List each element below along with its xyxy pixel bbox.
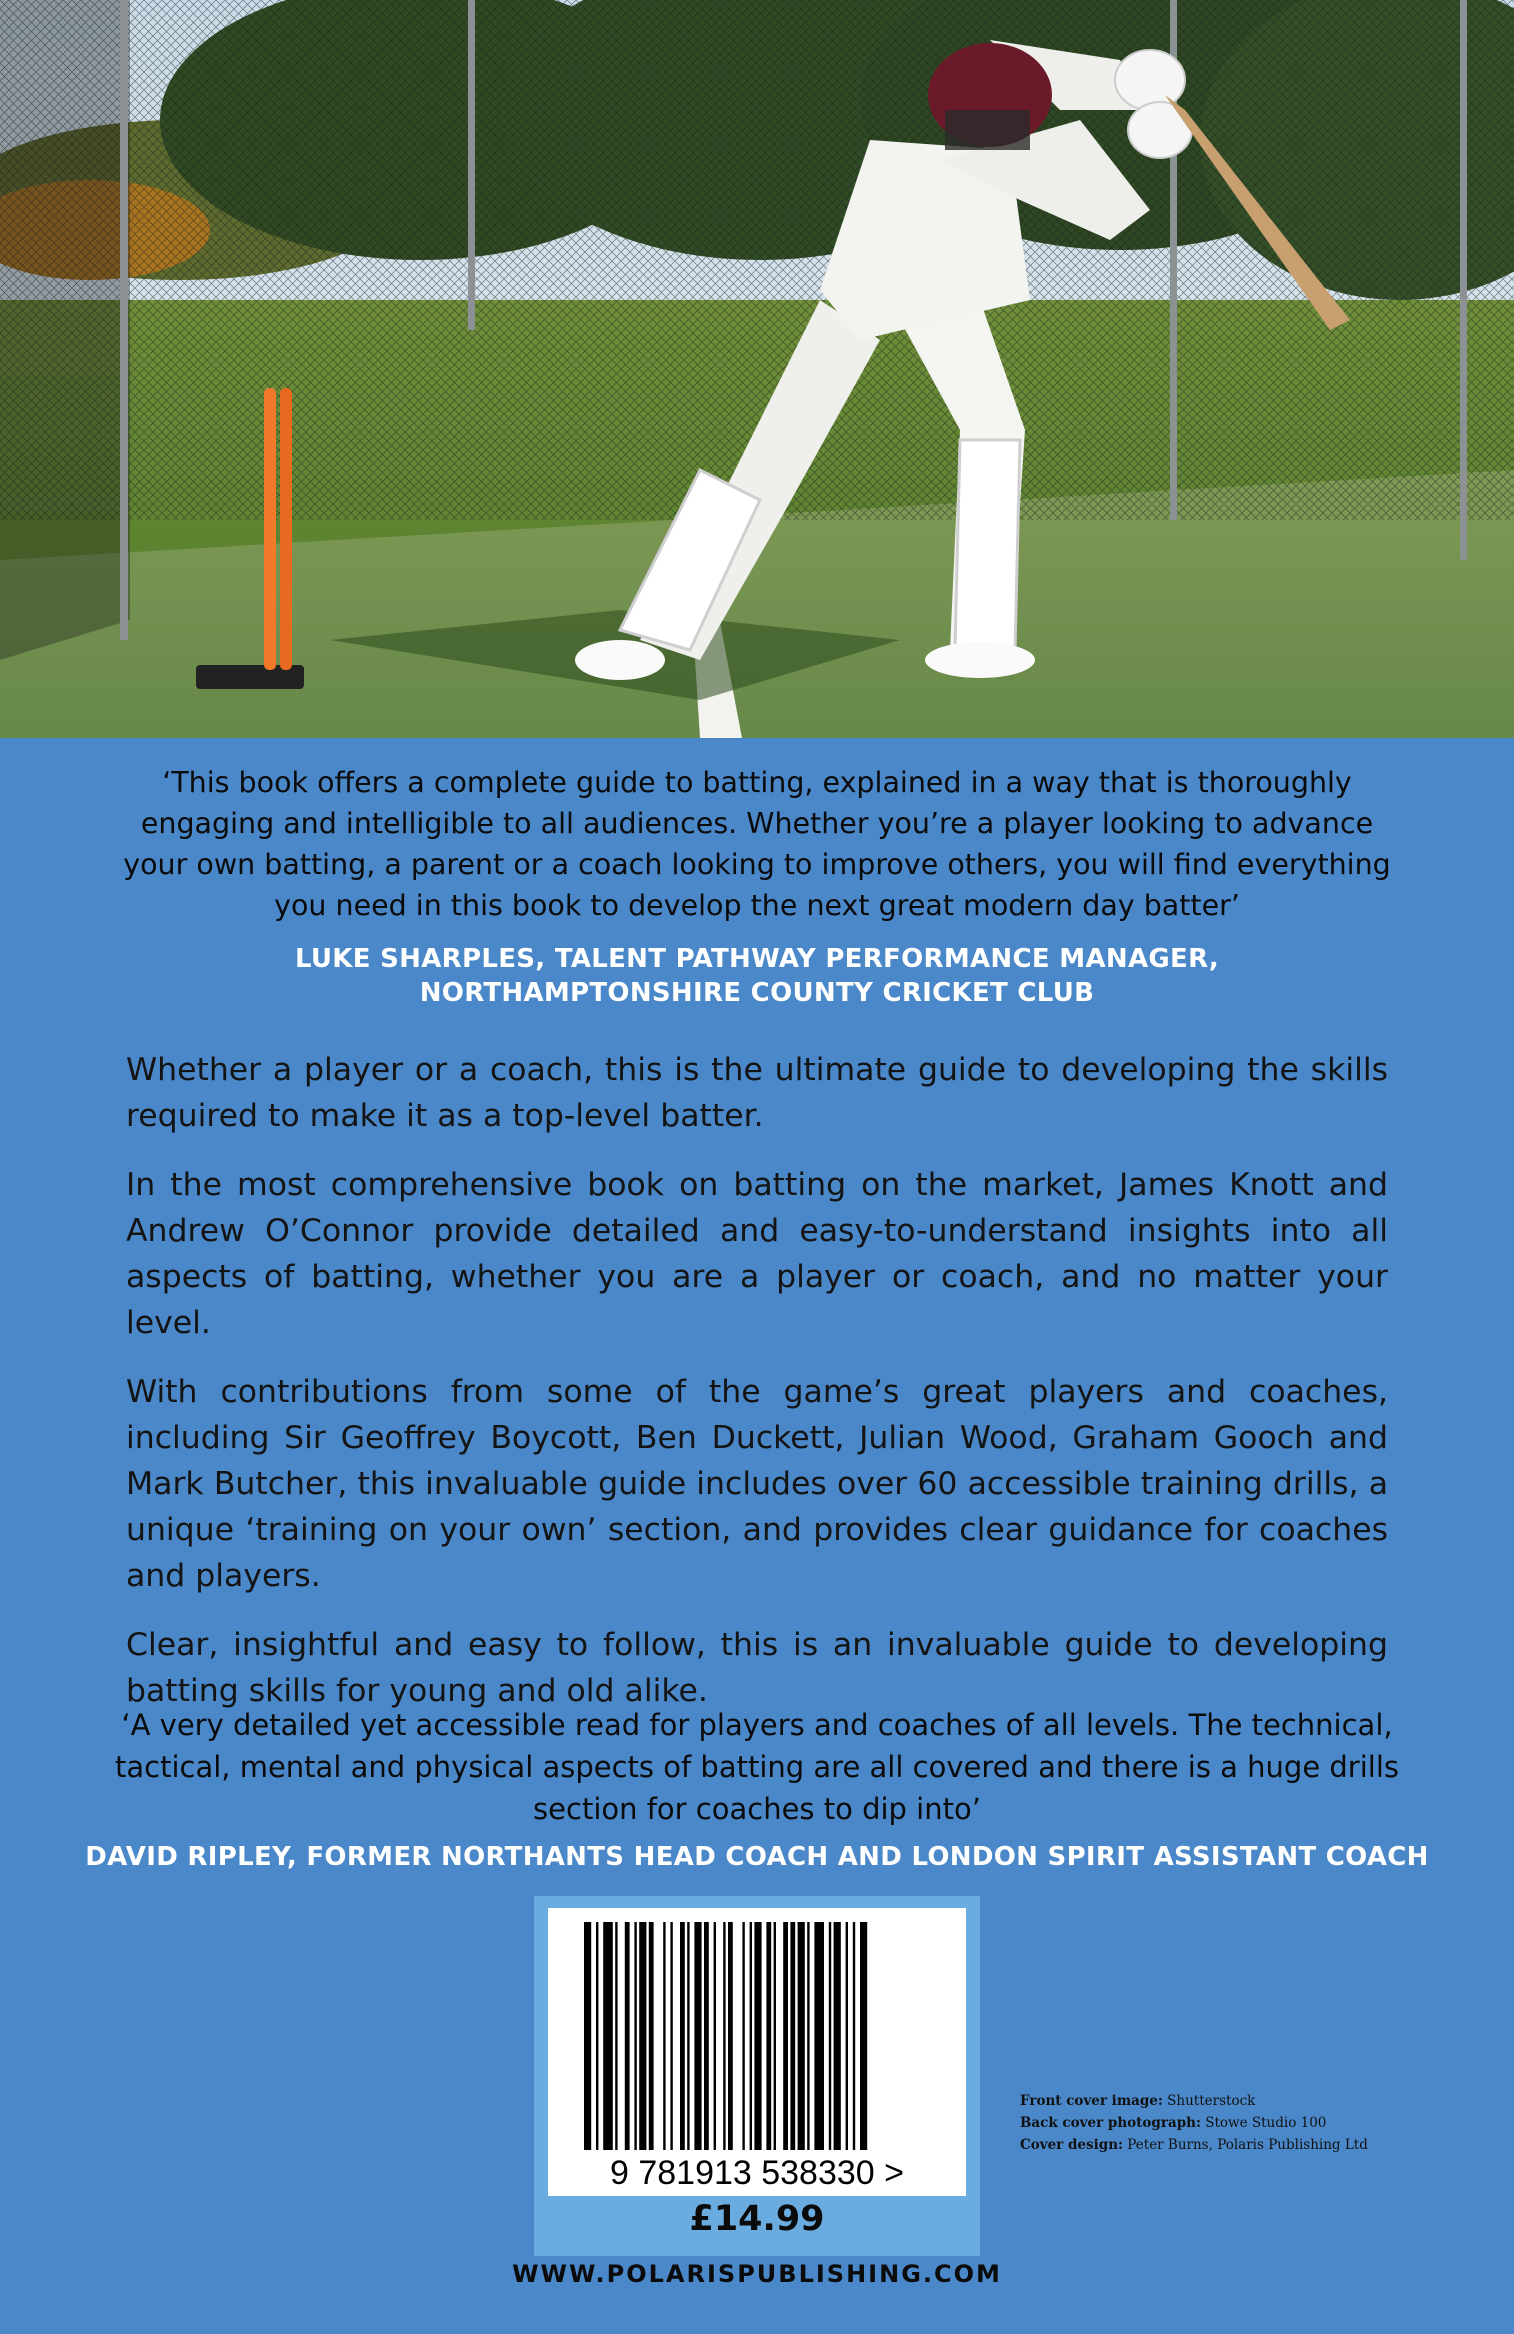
barcode-bar	[704, 1922, 709, 2150]
barcode-bar	[625, 1922, 630, 2150]
barcode-bar	[798, 1922, 805, 2150]
barcode-bar	[723, 1922, 725, 2150]
barcode-bar	[853, 1922, 855, 2150]
barcode-bar	[774, 1922, 776, 2150]
barcode-bar	[639, 1922, 646, 2150]
barcode-bar	[829, 1922, 831, 2150]
credit-label: Cover design:	[1020, 2137, 1123, 2153]
barcode-bar	[846, 1922, 848, 2150]
blurb-paragraph: Whether a player or a coach, this is the ultimate guide to developing the skills required to make it as a top-level batter.	[126, 1052, 1388, 1134]
barcode-bar	[634, 1922, 636, 2150]
barcode-digits: 9 781913 538330 >	[609, 2154, 905, 2192]
quote-bottom-text: ‘A very detailed yet accessible read for players and coaches of all levels. The technical, tactical, mental and physical aspects of batting are all covered and there is a huge drills section for coaches to dip into’	[114, 1708, 1399, 1826]
barcode	[548, 1908, 966, 2196]
credit-label: Front cover image:	[1020, 2093, 1163, 2109]
blurb-paragraph: With contributions from some of the game’s great players and coaches, including Sir Geoffrey Boycott, Ben Duckett, Julian Wood, Graham Gooch and Mark Butcher, this invaluable guide includes over 60 accessible training drills, a unique ‘training on your own’ section, and provides clear guidance for coaches and players.	[126, 1374, 1388, 1594]
barcode-bar	[790, 1922, 795, 2150]
barcode-bar	[807, 1922, 809, 2150]
quote-top	[110, 762, 1404, 926]
barcode-bar	[584, 1922, 591, 2150]
barcode-bar	[783, 1922, 788, 2150]
quote-bottom	[96, 1704, 1418, 1830]
barcode-bar	[663, 1922, 665, 2150]
barcode-bar	[860, 1922, 867, 2150]
cover-photo-batter	[0, 0, 1514, 738]
credit-line	[1020, 2112, 1450, 2134]
price: £14.99	[689, 2199, 825, 2239]
blurb-paragraph: In the most comprehensive book on batting on the market, James Knott and Andrew O’Connor provide detailed and easy-to-understand insights into all aspects of batting, whether you are a player or coach, and no matter your level.	[126, 1167, 1388, 1341]
barcode-bar	[750, 1922, 752, 2150]
website-url[interactable]: WWW.POLARISPUBLISHING.COM	[512, 2260, 1002, 2288]
credit-value: Shutterstock	[1167, 2093, 1256, 2109]
blurb-paragraph: Clear, insightful and easy to follow, this is an invaluable guide to developing batting skills for young and old alike.	[126, 1627, 1388, 1709]
barcode-bar	[596, 1922, 598, 2150]
barcode-bar	[615, 1922, 617, 2150]
barcode-bars	[548, 1908, 966, 2196]
quote-top-attribution-line1: LUKE SHARPLES, TALENT PATHWAY PERFORMANCE MANAGER,	[294, 944, 1220, 974]
blurb	[126, 1047, 1388, 1737]
barcode-bar	[728, 1922, 733, 2150]
barcode-bar	[834, 1922, 841, 2150]
barcode-bar	[649, 1922, 654, 2150]
cover-credits	[1020, 2090, 1450, 2156]
barcode-bar	[714, 1922, 716, 2150]
barcode-panel	[534, 1896, 980, 2256]
credit-value: Peter Burns, Polaris Publishing Ltd	[1127, 2137, 1368, 2153]
quote-top-text: ‘This book offers a complete guide to batting, explained in a way that is thoroughly engaging and intelligible to all audiences. Whether you’re a player looking to advance your own batting, a parent or a coach looking to improve others, you will find everything you need in this book to develop the next great modern day batter’	[123, 766, 1391, 922]
barcode-bar	[670, 1922, 672, 2150]
barcode-bar	[603, 1922, 613, 2150]
credit-value: Stowe Studio 100	[1205, 2115, 1327, 2131]
barcode-bar	[687, 1922, 689, 2150]
quote-top-attribution-line2: NORTHAMPTONSHIRE COUNTY CRICKET CLUB	[419, 978, 1095, 1008]
credit-line	[1020, 2134, 1450, 2156]
quote-bottom-attribution: DAVID RIPLEY, FORMER NORTHANTS HEAD COACH AND LONDON SPIRIT ASSISTANT COACH	[85, 1842, 1429, 1872]
credit-label: Back cover photograph:	[1020, 2115, 1201, 2131]
barcode-bar	[754, 1922, 761, 2150]
credit-line	[1020, 2090, 1450, 2112]
barcode-bar	[814, 1922, 824, 2150]
barcode-bar	[680, 1922, 685, 2150]
barcode-bar	[766, 1922, 771, 2150]
barcode-bar	[694, 1922, 701, 2150]
barcode-bar	[742, 1922, 744, 2150]
